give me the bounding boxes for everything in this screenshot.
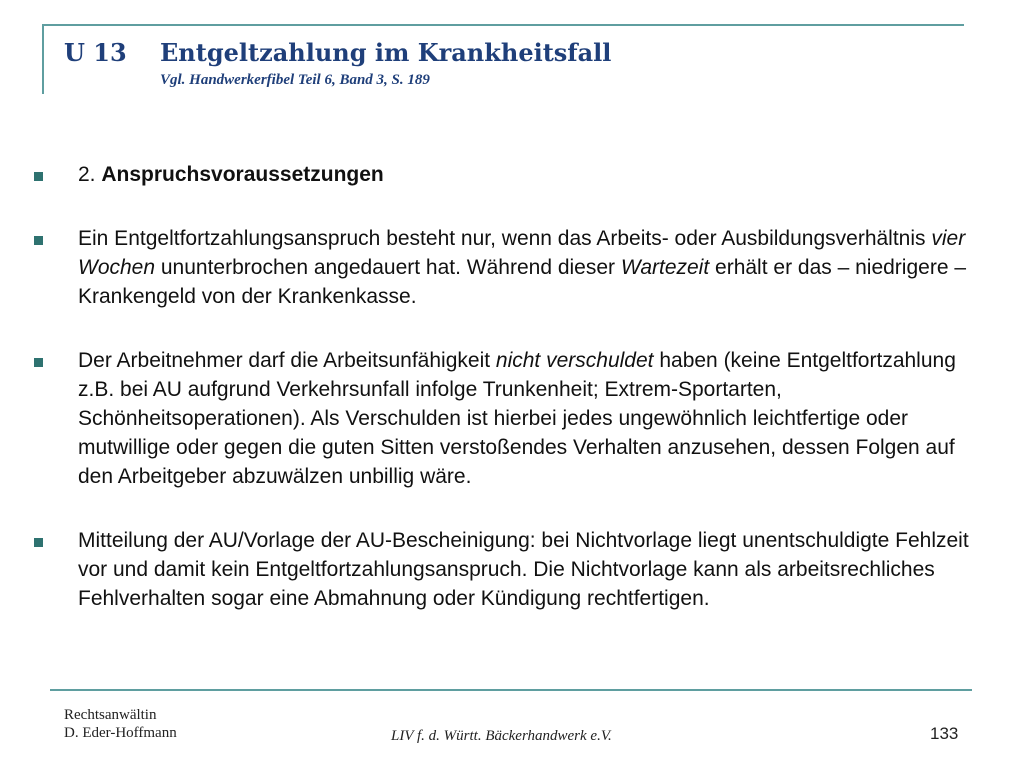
title-text: Entgeltzahlung im Krankheitsfall bbox=[160, 38, 612, 67]
title-frame-top-rule bbox=[42, 24, 964, 26]
emphasis-segment: Wartezeit bbox=[620, 256, 710, 279]
text-segment: haben (keine Entgeltfortzahlung z.B. bei AU aufgrund Verkehrsunfall infolge Trunkenheit; Extrem-Sportarten, Schönheitsoperationen). Als Verschulden ist hierbei jedes ungewöhnlich leichtfertige oder mutwillige oder gegen die guten Sitten verstoßendes Verhalten anzusehen, dessen Folgen auf den Arbeitgeber abzuwälzen unbillig wäre. bbox=[78, 349, 956, 488]
text-segment: erhält er das – niedrigere – Krankengeld von der Krankenkasse. bbox=[78, 256, 967, 308]
title-frame-left-rule bbox=[42, 24, 44, 94]
footer-organization: LIV f. d. Württ. Bäckerhandwerk e.V. bbox=[391, 728, 612, 744]
bullet-item-fault bbox=[34, 346, 974, 491]
bullet-text bbox=[78, 346, 974, 491]
text-segment: Ein Entgeltfortzahlungsanspruch besteht nur, wenn das Arbeits- oder Ausbildungsverhältnis bbox=[78, 227, 932, 250]
emphasis-segment: vier Wochen bbox=[78, 227, 966, 279]
footer-author bbox=[64, 706, 177, 742]
square-bullet-icon bbox=[34, 358, 43, 367]
page-title bbox=[64, 38, 611, 67]
square-bullet-icon bbox=[34, 538, 43, 547]
bullet-text: Mitteilung der AU/Vorlage der AU-Bescheinigung: bei Nichtvorlage liegt unentschuldigte Fehlzeit vor und damit kein Entgeltfortzahlungsanspruch. Die Nichtvorlage kann als arbeitsrechliches Fehlverhalten sogar eine Abmahnung oder Kündigung rechtfertigen. bbox=[78, 529, 969, 610]
author-name: D. Eder-Hoffmann bbox=[64, 725, 177, 741]
bullet-text bbox=[78, 160, 974, 189]
text-segment: Der Arbeitnehmer darf die Arbeitsunfähigkeit bbox=[78, 349, 496, 372]
heading-label: Anspruchsvoraussetzungen bbox=[101, 163, 384, 186]
page-number: 133 bbox=[930, 724, 959, 743]
bullet-item-heading bbox=[34, 160, 974, 189]
bullet-item-waiting-period bbox=[34, 224, 974, 311]
square-bullet-icon bbox=[34, 236, 43, 245]
text-segment: ununterbrochen angedauert hat. Während dieser bbox=[155, 256, 621, 279]
square-bullet-icon bbox=[34, 172, 43, 181]
footer-rule bbox=[50, 689, 972, 691]
bullet-item-notification bbox=[34, 526, 974, 613]
bullet-text bbox=[78, 224, 974, 311]
heading-number: 2. bbox=[78, 163, 102, 186]
author-title: Rechtsanwältin bbox=[64, 707, 157, 723]
slide-content bbox=[34, 160, 974, 648]
page-subtitle: Vgl. Handwerkerfibel Teil 6, Band 3, S. 189 bbox=[160, 72, 430, 88]
section-code: U 13 bbox=[64, 38, 127, 67]
emphasis-segment: nicht verschuldet bbox=[495, 349, 654, 372]
